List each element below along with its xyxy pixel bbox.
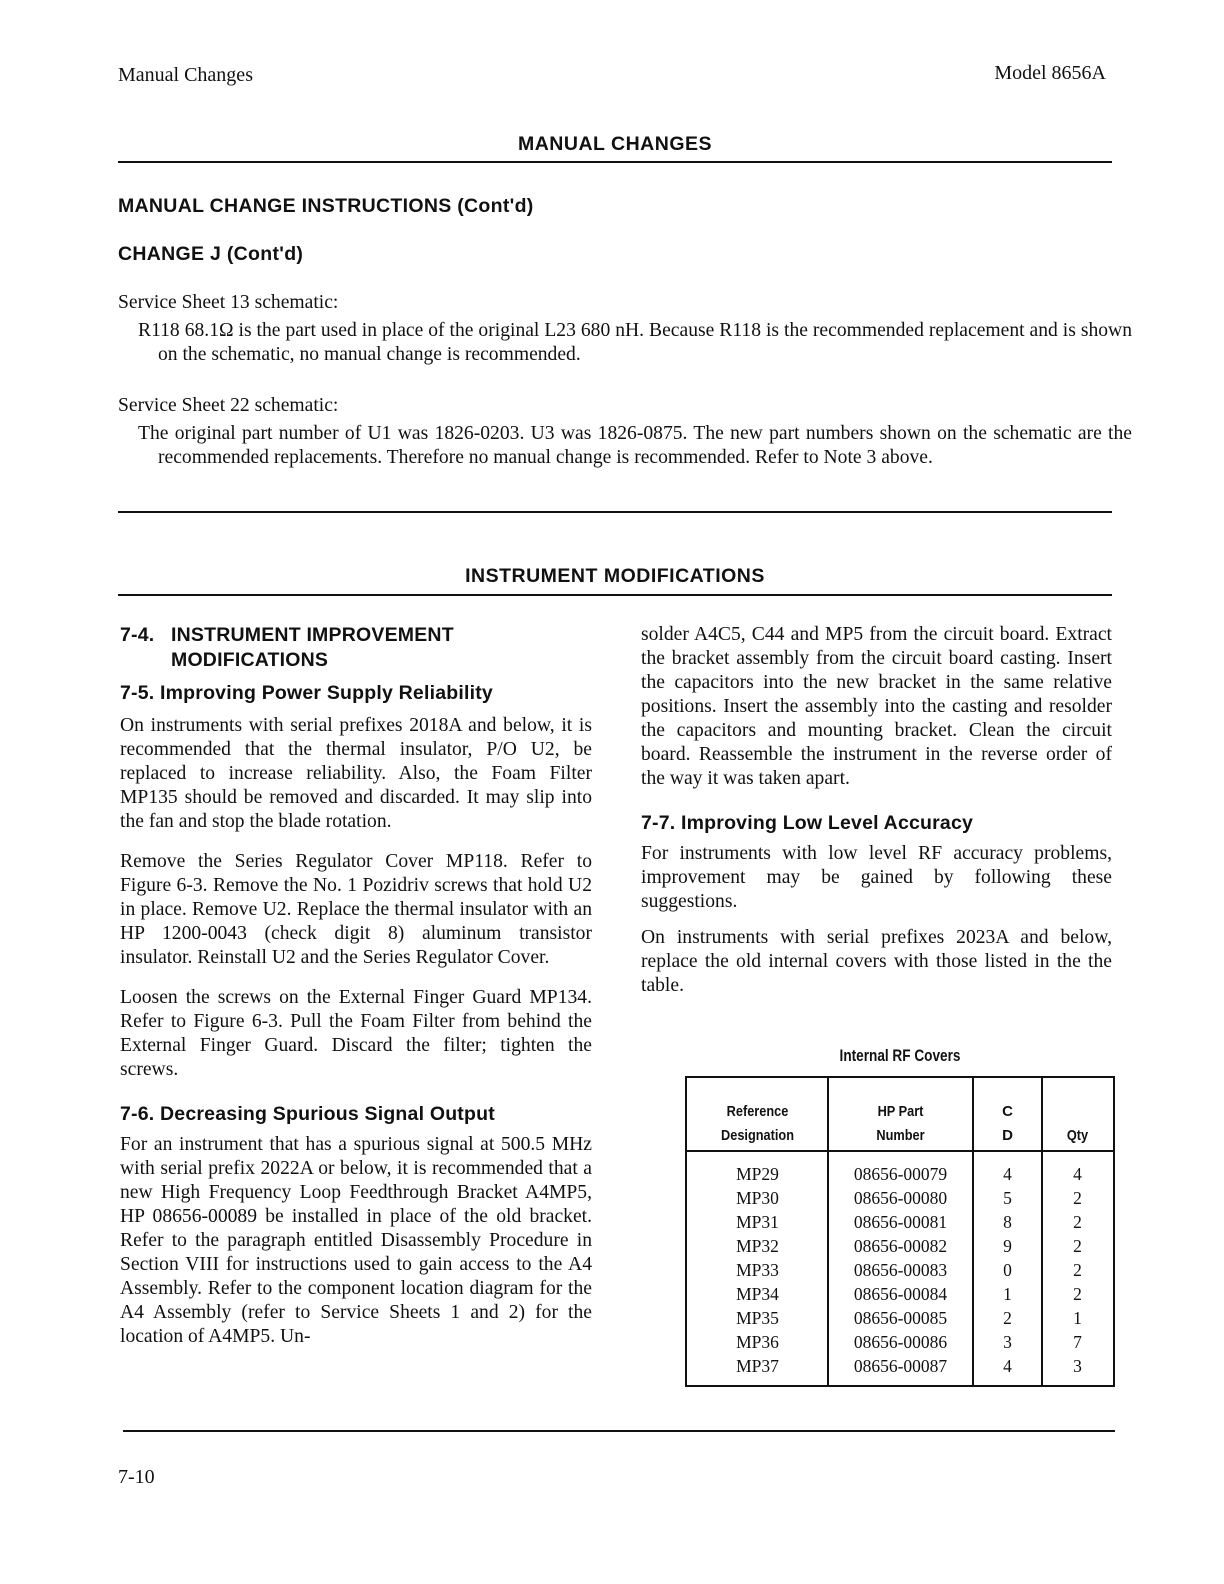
paragraph: For an instrument that has a spurious signal at 500.5 MHz with serial prefix 2022A or below, it is recommended that a new High Frequency Loop Feedthrough Bracket A4MP5, HP 08656-00089 be installed in place of the old bracket. Refer to the paragraph entitled Disassembly Procedure in Section VIII for instructions used to gain access to the A4 Assembly. Refer to the component location diagram for the A4 Assembly (refer to Service Sheets 1 and 2) for the location of A4MP5. Un-: [120, 1134, 592, 1347]
cell-check-digit: 4: [1003, 1164, 1012, 1184]
col-header-hp-part: HP Part Number: [876, 1103, 925, 1144]
table-row: [687, 1234, 1113, 1258]
heading-7-5: 7-5. Improving Power Supply Reliability: [120, 682, 493, 704]
cell-reference: MP33: [736, 1260, 779, 1280]
col-header-qty: Qty: [1066, 1127, 1089, 1144]
table-row: [687, 1186, 1113, 1210]
cell-part-number: 08656-00084: [853, 1284, 948, 1304]
running-header-right: Model 8656A: [994, 62, 1106, 84]
table-row: [687, 1162, 1113, 1186]
cell-check-digit: 1: [1003, 1284, 1012, 1304]
cell-check-digit: 3: [1003, 1332, 1012, 1352]
cell-part-number: 08656-00087: [853, 1356, 948, 1376]
col-header-reference: Reference Designation: [721, 1103, 794, 1144]
table-top-rule: [685, 1076, 1115, 1078]
cell-part-number: 08656-00085: [853, 1308, 948, 1328]
col-header-check-digit: C D: [1002, 1103, 1013, 1144]
service-sheet-13-text: R118 68.1Ω is the part used in place of the original L23 680 nH. Because R118 is the recommended replacement and is shown on the schematic, no manual change is recommended.: [138, 320, 1132, 365]
cell-reference: MP36: [736, 1332, 779, 1352]
instructions-heading: MANUAL CHANGE INSTRUCTIONS (Cont'd): [118, 195, 534, 217]
cell-qty: 1: [1073, 1308, 1082, 1328]
cell-check-digit: 4: [1003, 1356, 1012, 1376]
cell-qty: 2: [1073, 1212, 1082, 1232]
table-bottom-rule: [685, 1385, 1115, 1387]
paragraph: On instruments with serial prefixes 2018A and below, it is recommended that the thermal insulator, P/O U2, be replaced to increase reliability. Also, the Foam Filter MP135 should be removed and discarded. It may slip into the fan and stop the blade rotation.: [120, 715, 592, 832]
page-number: 7-10: [118, 1466, 155, 1488]
paragraph: For instruments with low level RF accuracy problems, improvement may be gained by following these suggestions.: [641, 843, 1112, 912]
cell-check-digit: 5: [1003, 1188, 1012, 1208]
heading-7-6: 7-6. Decreasing Spurious Signal Output: [120, 1103, 495, 1125]
table-row: [687, 1258, 1113, 1282]
heading-7-4-text: INSTRUMENT IMPROVEMENT MODIFICATIONS: [171, 624, 454, 671]
cell-reference: MP31: [736, 1212, 779, 1232]
cell-qty: 2: [1073, 1236, 1082, 1256]
table-border: [1113, 1076, 1115, 1387]
cell-part-number: 08656-00082: [853, 1236, 948, 1256]
cell-reference: MP32: [736, 1236, 779, 1256]
cell-qty: 7: [1073, 1332, 1082, 1352]
running-header-left: Manual Changes: [118, 64, 253, 86]
instrument-modifications-title: INSTRUMENT MODIFICATIONS: [465, 565, 765, 587]
paragraph: On instruments with serial prefixes 2023A and below, replace the old internal covers with those listed in the the table.: [641, 927, 1112, 996]
cell-reference: MP30: [736, 1188, 779, 1208]
cell-reference: MP29: [736, 1164, 779, 1184]
table-row: [687, 1210, 1113, 1234]
left-column: [120, 623, 592, 1349]
cell-part-number: 08656-00080: [853, 1188, 948, 1208]
table-header-row: [687, 1092, 1113, 1148]
manual-changes-title: MANUAL CHANGES: [517, 133, 713, 155]
table-row: [687, 1330, 1113, 1354]
cell-check-digit: 8: [1003, 1212, 1012, 1232]
heading-7-7: 7-7. Improving Low Level Accuracy: [641, 812, 974, 834]
cell-qty: 2: [1073, 1188, 1082, 1208]
cell-qty: 4: [1073, 1164, 1082, 1184]
cell-part-number: 08656-00081: [853, 1212, 948, 1232]
table-row: [687, 1354, 1113, 1378]
service-sheet-13-label: Service Sheet 13 schematic:: [118, 292, 339, 313]
cell-check-digit: 9: [1003, 1236, 1012, 1256]
cell-part-number: 08656-00079: [853, 1164, 948, 1184]
section-rule: [118, 594, 1112, 596]
internal-rf-covers-table: [687, 1092, 1113, 1378]
cell-qty: 3: [1073, 1356, 1082, 1376]
cell-reference: MP37: [736, 1356, 779, 1376]
footer-rule: [123, 1430, 1115, 1432]
cell-check-digit: 0: [1003, 1260, 1012, 1280]
cell-check-digit: 2: [1003, 1308, 1012, 1328]
section-rule: [118, 161, 1112, 163]
paragraph: Loosen the screws on the External Finger Guard MP134. Refer to Figure 6-3. Pull the Foam Filter from behind the External Finger Guard. Discard the filter; tighten the screws.: [120, 987, 592, 1080]
cell-part-number: 08656-00086: [853, 1332, 948, 1352]
paragraph: Remove the Series Regulator Cover MP118. Refer to Figure 6-3. Remove the No. 1 Pozidriv screws that hold U2 in place. Remove U2. Replace the thermal insulator with an HP 1200-0043 (check digit 8) aluminum transistor insulator. Reinstall U2 and the Series Regulator Cover.: [120, 851, 592, 968]
right-column: [641, 623, 1112, 998]
heading-7-4: [120, 623, 592, 673]
cell-qty: 2: [1073, 1260, 1082, 1280]
paragraph: solder A4C5, C44 and MP5 from the circuit board. Extract the bracket assembly from the circuit board casting. Insert the capacitors into the new bracket in the same relative positions. Insert the assembly into the casting and resolder the capacitors and mounting bracket. Clean the circuit board. Reassemble the instrument in the reverse order of the way it was taken apart.: [641, 624, 1112, 789]
table-caption: Internal RF Covers: [839, 1046, 961, 1065]
service-sheet-22-text: The original part number of U1 was 1826-0203. U3 was 1826-0875. The new part numbers shown on the schematic are the recommended replacements. Therefore no manual change is recommended. Refer to Note 3 above.: [138, 423, 1132, 468]
service-sheet-22-label: Service Sheet 22 schematic:: [118, 395, 339, 416]
heading-7-4-number: 7-4.: [120, 624, 155, 646]
section-rule: [118, 511, 1112, 513]
cell-part-number: 08656-00083: [853, 1260, 948, 1280]
table-row: [687, 1282, 1113, 1306]
table-row: [687, 1306, 1113, 1330]
cell-reference: MP35: [736, 1308, 779, 1328]
change-heading: CHANGE J (Cont'd): [118, 243, 304, 265]
cell-reference: MP34: [736, 1284, 779, 1304]
cell-qty: 2: [1073, 1284, 1082, 1304]
